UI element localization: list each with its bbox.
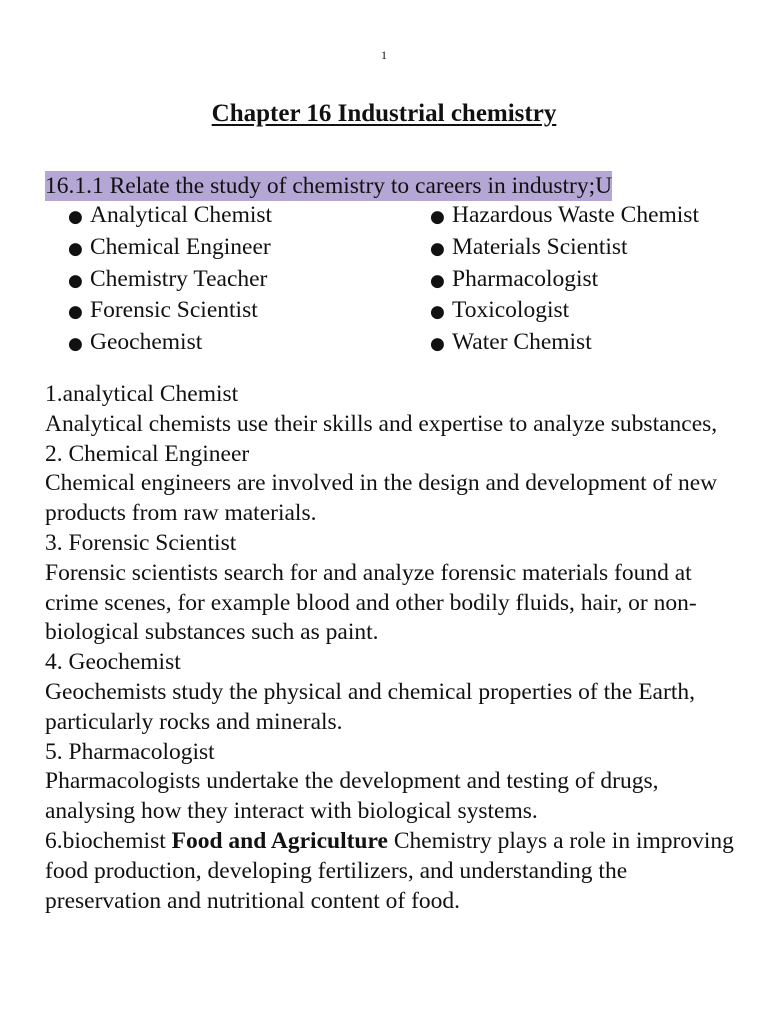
final-section-bold-heading: Food and Agriculture xyxy=(171,827,388,854)
bullet-icon: ● xyxy=(430,207,445,227)
section-heading: 5. Pharmacologist xyxy=(45,738,215,765)
career-item xyxy=(68,296,272,328)
bullet-icon: ● xyxy=(430,334,445,355)
section-heading: 1.analytical Chemist xyxy=(45,381,239,407)
career-label: Water Chemist xyxy=(452,329,592,356)
section-text: Analytical chemists use their skills and expertise to analyze substances, xyxy=(45,410,718,437)
career-label: Analytical Chemist xyxy=(90,202,273,228)
career-label: Forensic Scientist xyxy=(90,297,258,324)
career-list-left xyxy=(68,201,272,360)
final-section-text: Chemistry plays a role in improving food production, developing fertilizers, and understanding the preservation and nutritional content of food. xyxy=(45,827,734,914)
bullet-icon: ● xyxy=(68,270,83,291)
career-label: Materials Scientist xyxy=(452,233,628,260)
career-label: Hazardous Waste Chemist xyxy=(452,202,699,228)
career-item xyxy=(68,328,272,360)
bullet-icon: ● xyxy=(68,207,83,227)
career-label: Geochemist xyxy=(90,329,203,356)
bullet-icon: ● xyxy=(68,238,83,259)
bullet-icon: ● xyxy=(68,302,83,323)
career-item xyxy=(430,201,699,233)
career-item xyxy=(68,233,272,265)
section-heading: 2. Chemical Engineer xyxy=(45,440,250,467)
section-text: Forensic scientists search for and analyze forensic materials found at crime scenes, for example blood and other bodily fluids, hair, or non-biological substances such as paint. xyxy=(45,559,697,646)
career-item xyxy=(68,201,272,233)
career-list-right xyxy=(430,201,699,360)
page-number: 1 xyxy=(381,48,387,62)
career-label: Chemical Engineer xyxy=(90,233,271,260)
career-item xyxy=(68,265,272,297)
final-section xyxy=(45,827,735,916)
career-item xyxy=(430,265,699,297)
chapter-title: Chapter 16 Industrial chemistry xyxy=(211,100,557,127)
bullet-icon: ● xyxy=(430,270,445,291)
bullet-icon: ● xyxy=(430,238,445,259)
career-label: Toxicologist xyxy=(452,297,570,324)
career-item xyxy=(430,296,699,328)
section-heading: 4. Geochemist xyxy=(45,649,181,676)
career-item xyxy=(430,233,699,265)
section-heading: 3. Forensic Scientist xyxy=(45,529,237,556)
career-label: Pharmacologist xyxy=(452,265,599,292)
section-text: Chemical engineers are involved in the design and development of new products from raw materials. xyxy=(45,470,718,527)
career-item xyxy=(430,328,699,360)
learning-objective: 16.1.1 Relate the study of chemistry to careers in industry;U xyxy=(45,173,613,199)
section-text: Geochemists study the physical and chemical properties of the Earth, particularly rocks and minerals. xyxy=(45,678,695,735)
bullet-icon: ● xyxy=(68,334,83,355)
section-text: Pharmacologists undertake the development and testing of drugs, analysing how they interact with biological systems. xyxy=(45,768,659,825)
career-descriptions xyxy=(45,380,735,916)
final-section-prefix: 6.biochemist xyxy=(45,827,172,854)
career-label: Chemistry Teacher xyxy=(90,265,268,292)
bullet-icon: ● xyxy=(430,302,445,323)
